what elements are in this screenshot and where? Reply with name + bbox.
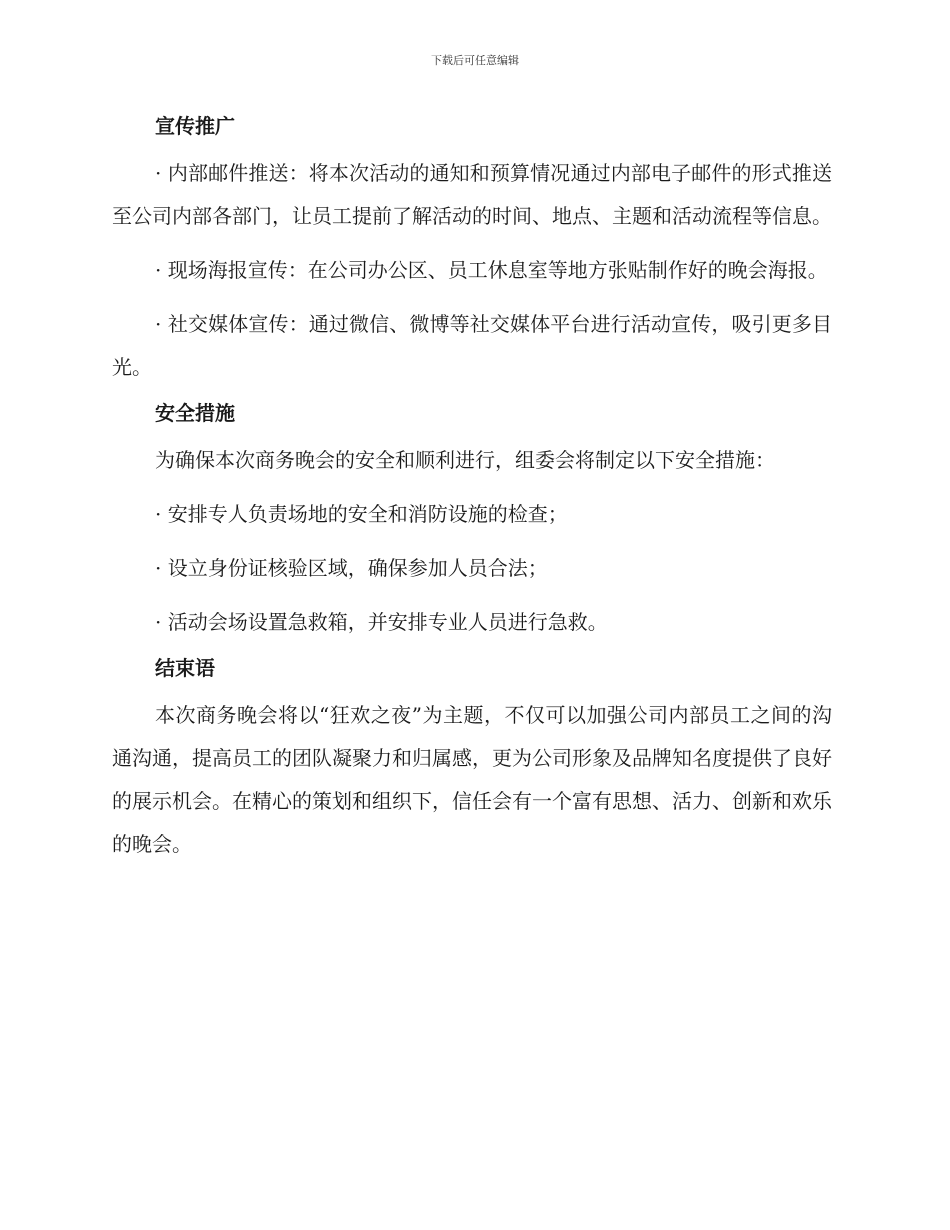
document-body — [112, 110, 832, 866]
paragraph-poster: · 现场海报宣传：在公司办公区、员工休息室等地方张贴制作好的晚会海报。 — [155, 258, 828, 282]
page-header: 下载后可任意编辑 — [431, 54, 519, 67]
section-heading-promotion: 宣传推广 — [155, 114, 235, 138]
paragraph-conclusion: 本次商务晚会将以“狂欢之夜”为主题，不仅可以加强公司内部员工之间的沟通沟通，提高员工的团队凝聚力和归属感，更为公司形象及品牌知名度提供了良好的展示机会。在精心的策划和组织下，信任会有一个富有思想、活力、创新和欢乐的晚会。 — [112, 703, 832, 856]
section-heading-safety: 安全措施 — [155, 401, 235, 425]
paragraph-safety-inspection: · 安排专人负责场地的安全和消防设施的检查； — [155, 502, 568, 526]
paragraph-first-aid: · 活动会场设置急救箱，并安排专业人员进行急救。 — [155, 610, 608, 634]
section-heading-conclusion: 结束语 — [155, 656, 215, 680]
paragraph-id-check: · 设立身份证核验区域，确保参加人员合法； — [155, 556, 548, 580]
paragraph-safety-intro: 为确保本次商务晚会的安全和顺利进行，组委会将制定以下安全措施： — [155, 448, 775, 472]
paragraph-social-media: · 社交媒体宣传：通过微信、微博等社交媒体平台进行活动宣传，吸引更多目光。 — [112, 312, 832, 379]
paragraph-internal-email: · 内部邮件推送：将本次活动的通知和预算情况通过内部电子邮件的形式推送至公司内部各部门，让员工提前了解活动的时间、地点、主题和活动流程等信息。 — [112, 161, 832, 228]
